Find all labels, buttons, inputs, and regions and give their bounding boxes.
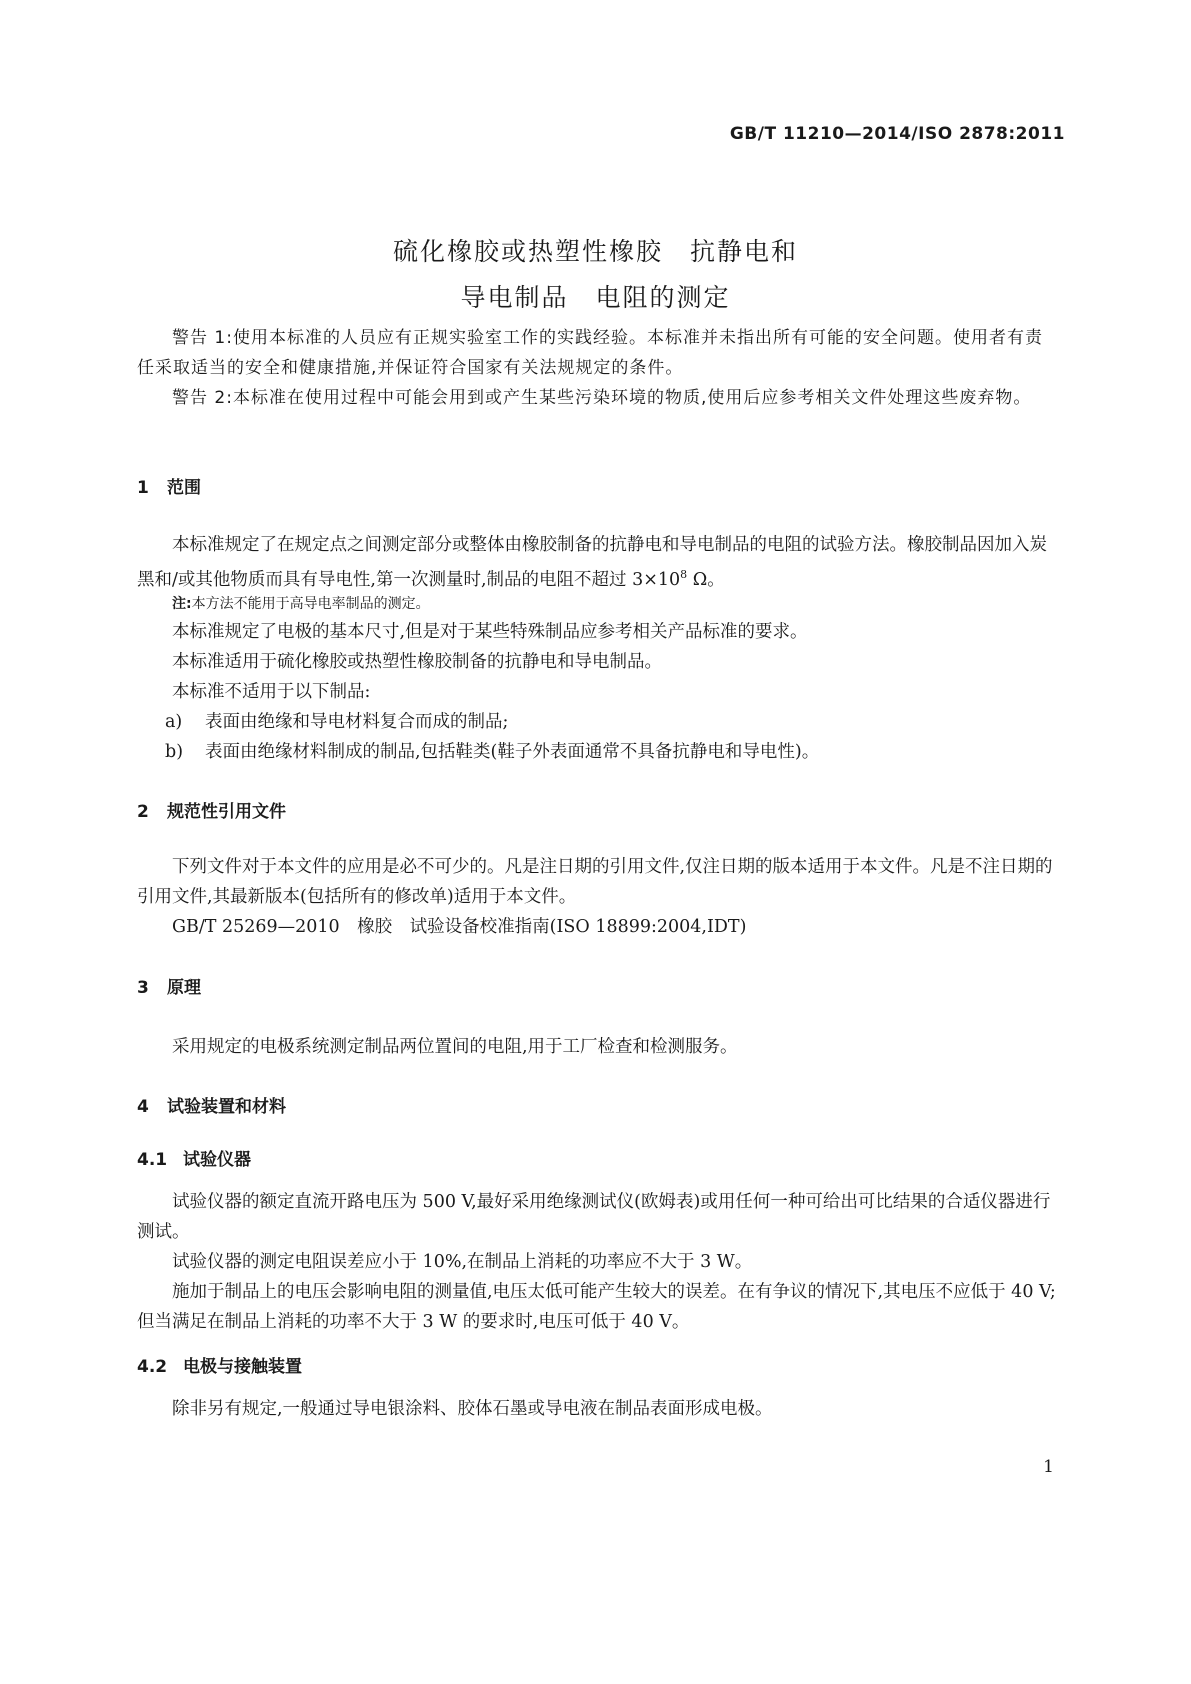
section-number: 3 (137, 978, 149, 998)
section-number: 2 (137, 802, 149, 822)
warning-2: 警告 2:本标准在使用过程中可能会用到或产生某些污染环境的物质,使用后应参考相关文件处理这些废弃物。 (172, 388, 1032, 408)
page-number: 1 (1043, 1457, 1054, 1477)
section-title: 试验装置和材料 (167, 1097, 286, 1117)
exponent: 8 (680, 568, 688, 581)
scope-note (137, 593, 1057, 615)
section-number: 4 (137, 1097, 149, 1117)
subsection-number: 4.1 (137, 1150, 168, 1170)
warning-1: 警告 1:使用本标准的人员应有正规实验室工作的实践经验。本标准并未指出所有可能的安全问题。使用者有责任采取适当的安全和健康措施,并保证符合国家有关法规规定的条件。 (137, 328, 1043, 378)
instrument-paragraph-3: 施加于制品上的电压会影响电阻的测量值,电压太低可能产生较大的误差。在有争议的情况下,其电压不应低于 40 V;但当满足在制品上消耗的功率不大于 3 W 的要求时,电压可低于 40 V。 (137, 1282, 1056, 1332)
list-item-a: a) 表面由绝缘和导电材料复合而成的制品; (165, 712, 509, 732)
instrument-paragraph-2: 试验仪器的测定电阻误差应小于 10%,在制品上消耗的功率应不大于 3 W。 (172, 1252, 753, 1272)
scope-paragraph-2: 本标准规定了电极的基本尺寸,但是对于某些特殊制品应参考相关产品标准的要求。 (172, 622, 808, 642)
section-4-heading (137, 1092, 286, 1117)
note-text: 本方法不能用于高导电率制品的测定。 (191, 596, 430, 612)
reference-entry: GB/T 25269—2010 橡胶 试验设备校准指南(ISO 18899:2004,IDT) (172, 917, 747, 937)
section-number: 1 (137, 478, 149, 498)
subsection-title: 电极与接触装置 (183, 1357, 302, 1377)
section-2-heading (137, 797, 286, 822)
subsection-title: 试验仪器 (183, 1150, 251, 1170)
principle-paragraph: 采用规定的电极系统测定制品两位置间的电阻,用于工厂检查和检测服务。 (172, 1037, 738, 1057)
section-title: 原理 (167, 978, 201, 998)
section-4-2-heading (137, 1352, 302, 1377)
list-item-b: b) 表面由绝缘材料制成的制品,包括鞋类(鞋子外表面通常不具备抗静电和导电性)。 (165, 742, 820, 762)
electrode-paragraph: 除非另有规定,一般通过导电银涂料、胶体石墨或导电液在制品表面形成电极。 (172, 1399, 773, 1419)
section-3-heading (137, 973, 201, 998)
document-title-line-2: 导电制品 电阻的测定 (460, 283, 731, 312)
section-4-1-heading (137, 1145, 251, 1170)
scope-paragraph-3: 本标准适用于硫化橡胶或热塑性橡胶制备的抗静电和导电制品。 (172, 652, 662, 672)
document-title-line-1: 硫化橡胶或热塑性橡胶 抗静电和 (392, 237, 798, 266)
instrument-paragraph-1: 试验仪器的额定直流开路电压为 500 V,最好采用绝缘测试仪(欧姆表)或用任何一种可给出可比结果的合适仪器进行测试。 (137, 1192, 1051, 1242)
standard-number: GB/T 11210—2014/ISO 2878:2011 (729, 124, 1065, 144)
references-paragraph: 下列文件对于本文件的应用是必不可少的。凡是注日期的引用文件,仅注日期的版本适用于本文件。凡是不注日期的引用文件,其最新版本(包括所有的修改单)适用于本文件。 (137, 857, 1053, 907)
subsection-number: 4.2 (137, 1357, 168, 1377)
section-title: 范围 (167, 478, 201, 498)
scope-paragraph-1: 本标准规定了在规定点之间测定部分或整体由橡胶制备的抗静电和导电制品的电阻的试验方法。橡胶制品因加入炭黑和/或其他物质而具有导电性,第一次测量时,制品的电阻不超过 $3\times 10^8$ Ω。 (137, 535, 1047, 590)
section-title: 规范性引用文件 (167, 802, 286, 822)
section-1-heading (137, 473, 201, 498)
scope-paragraph-4: 本标准不适用于以下制品: (172, 682, 371, 702)
note-label: 注: (172, 596, 192, 612)
